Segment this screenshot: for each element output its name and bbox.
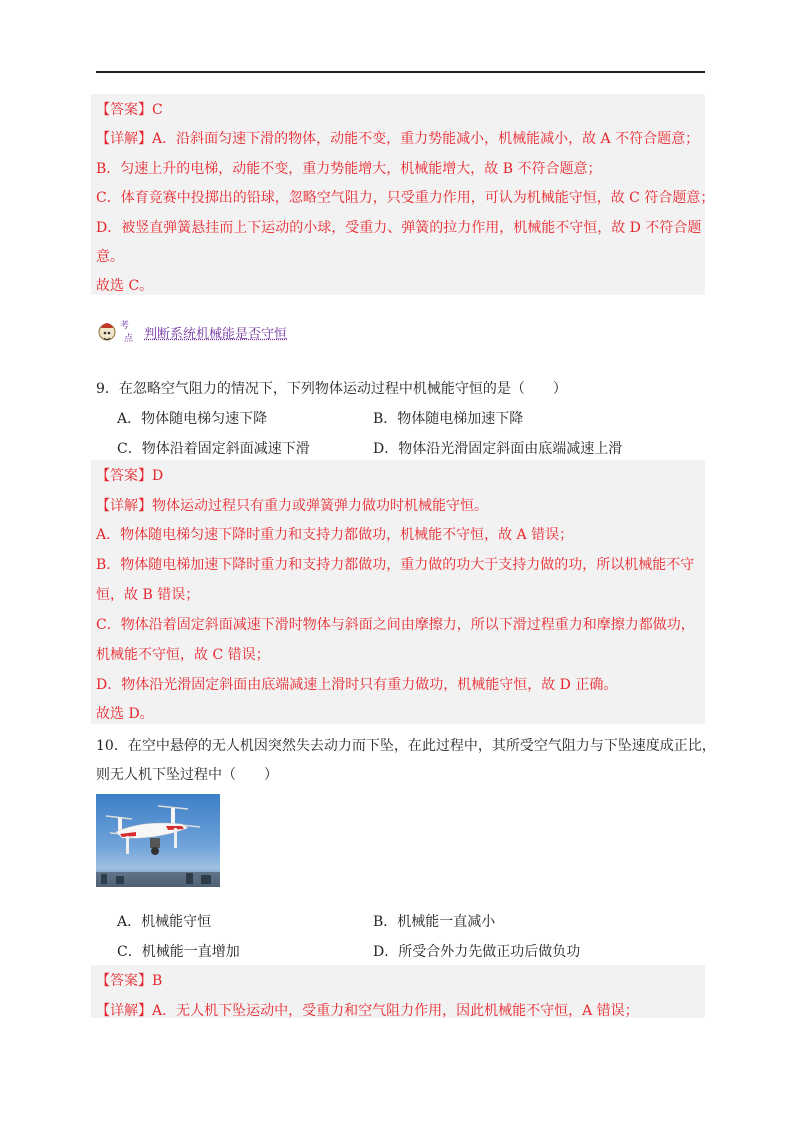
answer-line <box>96 465 163 485</box>
question-10-stem-line1: 10．在空中悬停的无人机因突然失去动力而下坠，在此过程中，其所受空气阻力与下坠速度成正比， <box>96 738 716 754</box>
detail-text: 机械能不守恒，故 C 错误； <box>96 647 270 663</box>
detail-text: A．沿斜面匀速下滑的物体，动能不变，重力势能减小，机械能减小，故 A 不符合题意； <box>152 131 700 147</box>
answer-label: 【答案】 <box>96 468 152 484</box>
detail-text: A．无人机下坠运动中，受重力和空气阻力作用，因此机械能不守恒，A 错误； <box>152 1003 639 1019</box>
answer-value: D <box>152 468 164 484</box>
detail-line <box>96 128 699 148</box>
q9-option-a[interactable]: A．物体随电梯匀速下降 <box>117 411 268 427</box>
detail-label: 【详解】 <box>96 1003 152 1019</box>
detail-text: D．物体沿光滑固定斜面由底端减速上滑时只有重力做功，机械能守恒，故 D 正确。 <box>96 677 618 693</box>
question-10-stem-line2: 则无人机下坠过程中（ ） <box>96 767 278 783</box>
answer-line <box>96 970 162 990</box>
detail-text: 物体运动过程只有重力或弹簧弹力做功时机械能守恒。 <box>152 498 488 514</box>
q10-option-d[interactable]: D．所受合外力先做正功后做负功 <box>373 944 581 960</box>
conclusion-text: 故选 D。 <box>96 706 154 722</box>
knowledge-point-title: 判断系统机械能是否守恒 <box>144 326 288 342</box>
detail-text: 恒，故 B 错误； <box>96 587 200 603</box>
answer-line <box>96 99 163 119</box>
answer-value: B <box>152 973 163 989</box>
answer-label: 【答案】 <box>96 973 152 989</box>
detail-text: D．被竖直弹簧悬挂而上下运动的小球，受重力、弹簧的拉力作用，机械能不守恒，故 D 不符合题 <box>96 220 702 236</box>
q10-option-b[interactable]: B．机械能一直减小 <box>373 914 496 930</box>
detail-line <box>96 1000 639 1020</box>
q9-option-d[interactable]: D．物体沿光滑固定斜面由底端减速上滑 <box>373 441 623 457</box>
detail-text: 意。 <box>96 249 124 265</box>
detail-text: C．体育竞赛中投掷出的铅球，忽略空气阻力，只受重力作用，可认为机械能守恒，故 C 符合题意； <box>96 190 715 206</box>
q9-option-b[interactable]: B．物体随电梯加速下降 <box>373 411 524 427</box>
q10-option-a[interactable]: A．机械能守恒 <box>117 914 212 930</box>
answer-label: 【答案】 <box>96 102 152 118</box>
icon-char: 点 <box>124 334 134 344</box>
q10-option-c[interactable]: C．机械能一直增加 <box>117 944 240 960</box>
detail-text: B．物体随电梯加速下降时重力和支持力都做功，重力做的功大于支持力做的功，所以机械能不守 <box>96 557 695 573</box>
header-rule <box>96 71 705 73</box>
knowledge-point-icon <box>96 314 140 350</box>
detail-text: C．物体沿着固定斜面减速下滑时物体与斜面之间由摩擦力，所以下滑过程重力和摩擦力都做功， <box>96 617 695 633</box>
answer-block-q9 <box>91 460 705 724</box>
knowledge-point <box>96 314 287 350</box>
drone-image <box>96 794 220 887</box>
answer-value: C <box>152 102 163 118</box>
question-9-stem: 9．在忽略空气阻力的情况下，下列物体运动过程中机械能守恒的是（ ） <box>96 381 567 397</box>
detail-label: 【详解】 <box>96 131 152 147</box>
detail-line <box>96 495 488 515</box>
answer-block-q10 <box>91 965 705 1018</box>
detail-text: B．匀速上升的电梯，动能不变，重力势能增大，机械能增大，故 B 不符合题意； <box>96 161 602 177</box>
icon-char: 考 <box>120 321 130 331</box>
answer-block-q8 <box>91 94 715 295</box>
q9-option-c[interactable]: C．物体沿着固定斜面减速下滑 <box>117 441 310 457</box>
detail-label: 【详解】 <box>96 498 152 514</box>
conclusion-text: 故选 C。 <box>96 278 154 294</box>
detail-text: A．物体随电梯匀速下降时重力和支持力都做功，机械能不守恒，故 A 错误； <box>96 527 574 543</box>
